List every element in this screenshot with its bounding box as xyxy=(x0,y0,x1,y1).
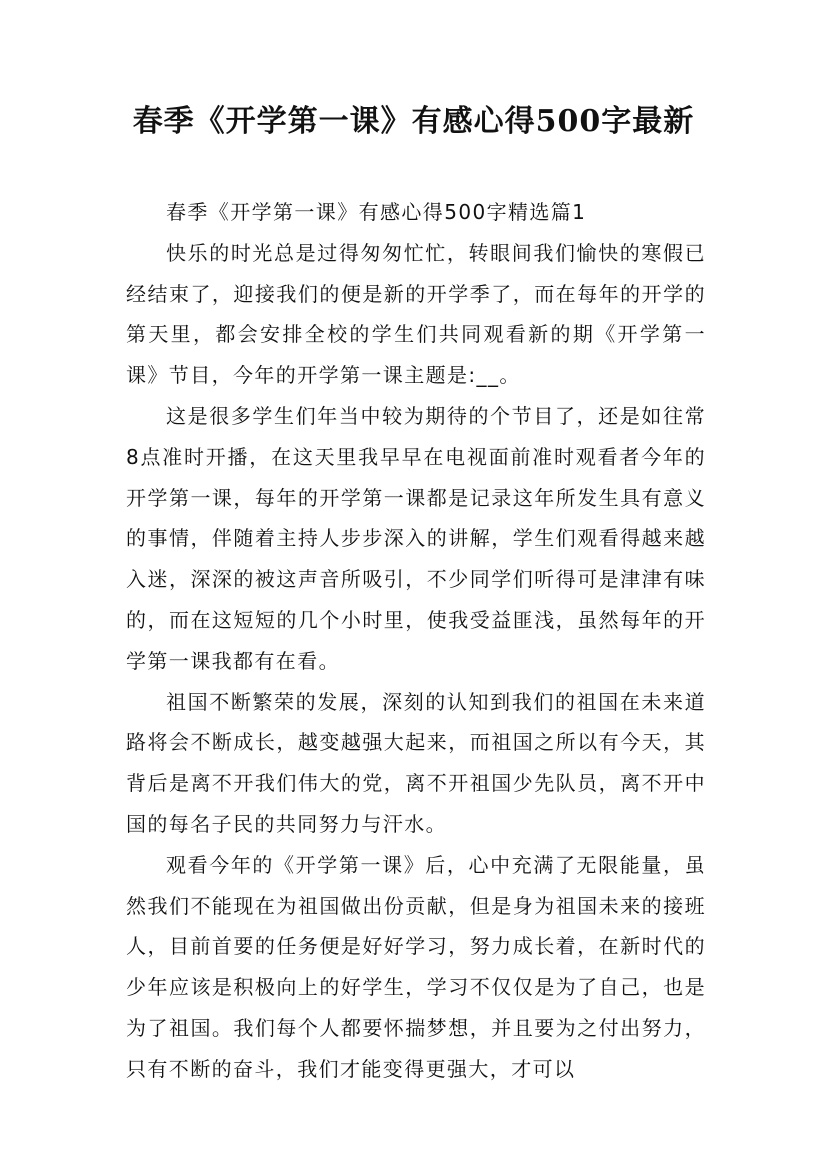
paragraph: 观看今年的《开学第一课》后，心中充满了无限能量，虽然我们不能现在为祖国做出份贡献，但是身为祖国未来的接班人，目前首要的任务便是好好学习，努力成长着，在新时代的少年应该是积极向上的好学生，学习不仅仅是为了自己，也是为了祖国。我们每个人都要怀揣梦想，并且要为之付出努力，只有不断的奋斗，我们才能变得更强大，才可以 xyxy=(126,852,706,1081)
paragraph: 祖国不断繁荣的发展，深刻的认知到我们的祖国在未来道路将会不断成长，越变越强大起来，而祖国之所以有今天，其背后是离不开我们伟大的党，离不开祖国少先队员，离不开中国的每名子民的共同努力与汗水。 xyxy=(126,689,706,836)
section-heading: 春季《开学第一课》有感心得500字精选篇1 xyxy=(166,200,587,224)
paragraph: 快乐的时光总是过得匆匆忙忙，转眼间我们愉快的寒假已经结束了，迎接我们的便是新的开学季了，而在每年的开学的第天里，都会安排全校的学生们共同观看新的期《开学第一课》节目，今年的开学第一课主题是:__。 xyxy=(126,240,706,388)
document-body xyxy=(126,192,706,1090)
document-title: 春季《开学第一课》有感心得500字最新 xyxy=(132,104,695,139)
paragraph: 这是很多学生们年当中较为期待的个节目了，还是如往常8点准时开播，在这天里我早早在电视面前准时观看者今年的开学第一课，每年的开学第一课都是记录这年所发生具有意义的事情，伴随着主持人步步深入的讲解，学生们观看得越来越入迷，深深的被这声音所吸引，不少同学们听得可是津津有味的，而在这短短的几个小时里，使我受益匪浅，虽然每年的开学第一课我都有在看。 xyxy=(126,403,706,673)
